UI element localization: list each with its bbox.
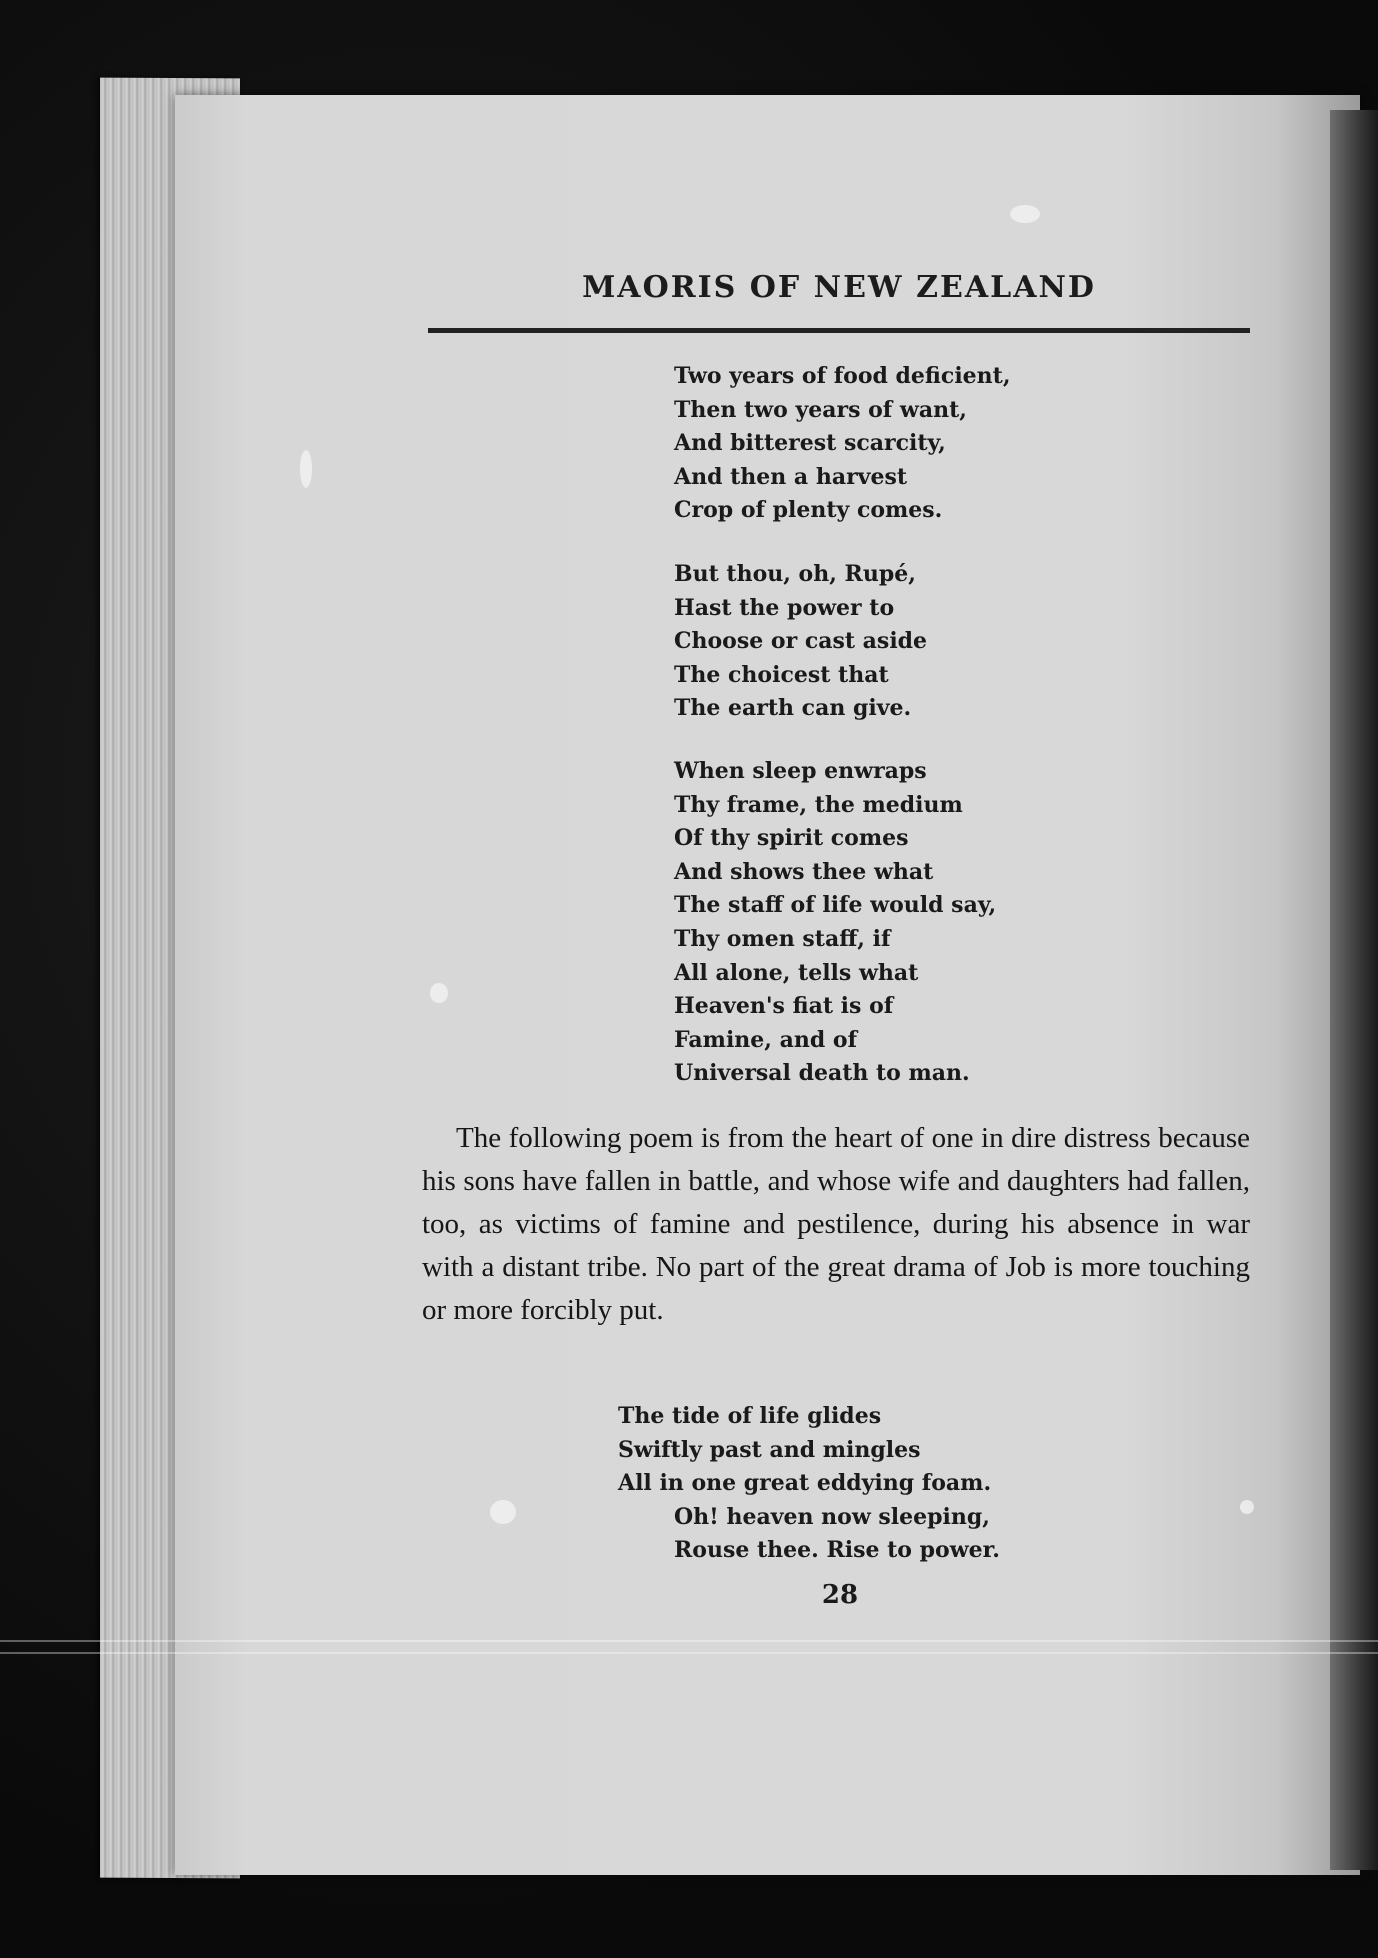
poem-line: The staff of life would say, — [674, 892, 997, 919]
poem-line: Of thy spirit comes — [674, 825, 909, 852]
binding-shadow — [1330, 110, 1378, 1870]
poem-line: Crop of plenty comes. — [674, 497, 943, 524]
poem-line: And shows thee what — [674, 858, 934, 885]
prose-paragraph: The following poem is from the heart of one in dire distress because his sons have fallen in battle, and whose wife and daughters had fallen, too, as victims of famine and pestilence, during his absence in war with a distant tribe. No part of the great drama of Job is more touching or more forcibly put. — [422, 1122, 1250, 1326]
poem-line: The choicest that — [674, 661, 889, 688]
poem-stanza-1 — [674, 360, 1011, 528]
poem-line: Swiftly past and mingles — [618, 1436, 921, 1463]
dust-speck — [300, 450, 312, 488]
poem-line: Famine, and of — [674, 1026, 858, 1053]
dust-speck — [1240, 1500, 1254, 1514]
poem-line: Thy frame, the medium — [674, 791, 963, 818]
poem-line: Choose or cast aside — [674, 628, 928, 655]
dust-speck — [1010, 205, 1040, 223]
poem-line: Hast the power to — [674, 594, 895, 621]
poem-line: Rouse thee. Rise to power. — [674, 1537, 1000, 1564]
page-number: 28 — [821, 1580, 859, 1610]
dust-speck — [430, 983, 448, 1003]
poem-stanza-3 — [674, 755, 996, 1091]
page-header: MAORIS OF NEW ZEALAND — [582, 270, 1096, 305]
scan-artifact-line — [0, 1640, 1378, 1642]
poem-line: Two years of food deficient, — [674, 363, 1011, 389]
poem-line: But thou, oh, Rupé, — [674, 561, 916, 587]
poem-line: And then a harvest — [674, 463, 907, 490]
header-rule — [428, 328, 1250, 333]
poem-line: Then two years of want, — [674, 396, 967, 423]
poem-stanza-2 — [674, 558, 927, 726]
poem-line: The earth can give. — [674, 695, 912, 722]
poem-line: All in one great eddying foam. — [618, 1470, 992, 1497]
dust-speck — [490, 1500, 516, 1524]
scan-artifact-line — [0, 1652, 1378, 1654]
poem-line: Universal death to man. — [674, 1060, 970, 1087]
poem-line: All alone, tells what — [674, 959, 919, 986]
poem-line: Thy omen staff, if — [674, 925, 891, 952]
poem-line: Oh! heaven now sleeping, — [674, 1503, 990, 1530]
poem-stanza-4 — [618, 1400, 1000, 1568]
poem-line: And bitterest scarcity, — [674, 430, 946, 457]
poem-line: The tide of life glides — [618, 1403, 882, 1429]
poem-line: Heaven's fiat is of — [674, 993, 894, 1020]
poem-line: When sleep enwraps — [674, 758, 927, 784]
